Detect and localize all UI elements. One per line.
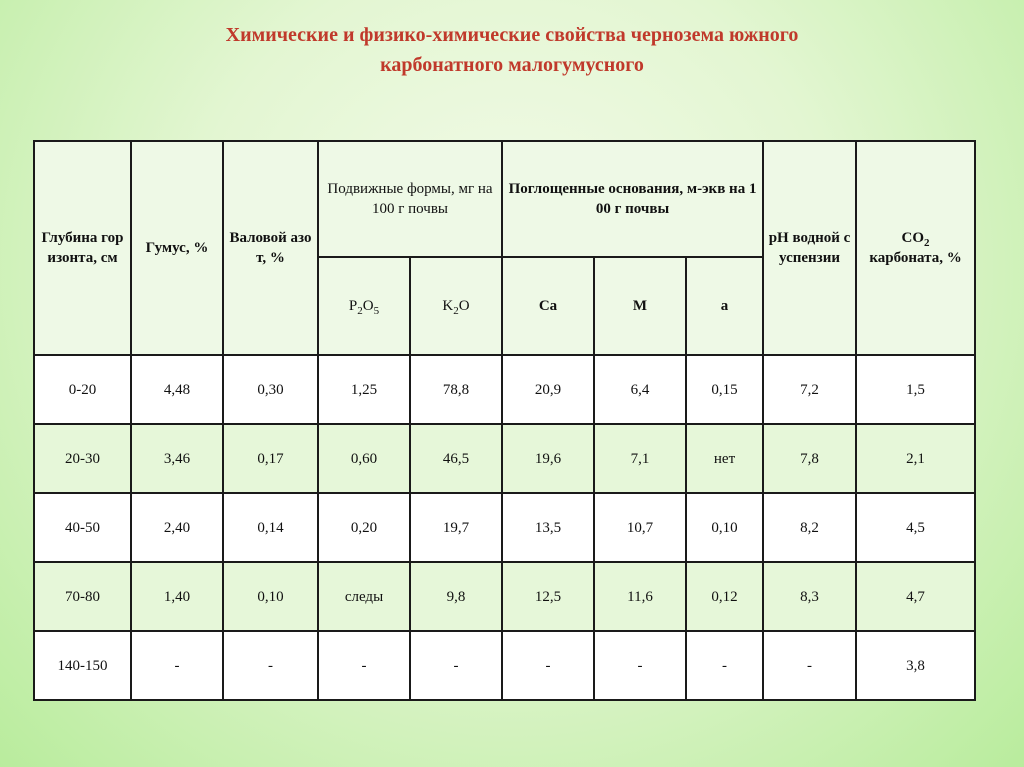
header-humus: Гумус, %	[131, 141, 223, 355]
cell-ca: 12,5	[502, 562, 594, 631]
table-row	[34, 355, 975, 424]
table-row	[34, 493, 975, 562]
header-k2o-k: K	[442, 298, 454, 314]
header-p2o5	[318, 257, 410, 355]
cell-depth: 40-50	[34, 493, 131, 562]
cell-humus: 4,48	[131, 355, 223, 424]
header-a: a	[686, 257, 763, 355]
cell-ph: 7,2	[763, 355, 856, 424]
cell-m: 6,4	[594, 355, 686, 424]
cell-a: 0,12	[686, 562, 763, 631]
cell-co2: 1,5	[856, 355, 975, 424]
cell-nitrogen: 0,17	[223, 424, 318, 493]
cell-k2o: -	[410, 631, 502, 700]
table-row	[34, 631, 975, 700]
cell-co2: 4,7	[856, 562, 975, 631]
cell-m: 7,1	[594, 424, 686, 493]
cell-humus: -	[131, 631, 223, 700]
header-nitrogen: Валовой азот, %	[223, 141, 318, 355]
header-depth: Глубина горизонта, см	[34, 141, 131, 355]
header-m: M	[594, 257, 686, 355]
cell-humus: 3,46	[131, 424, 223, 493]
cell-k2o: 19,7	[410, 493, 502, 562]
cell-p2o5: -	[318, 631, 410, 700]
cell-nitrogen: 0,10	[223, 562, 318, 631]
cell-ca: -	[502, 631, 594, 700]
header-k2o	[410, 257, 502, 355]
cell-humus: 1,40	[131, 562, 223, 631]
soil-properties-table	[33, 140, 976, 701]
cell-co2: 2,1	[856, 424, 975, 493]
header-ca: Ca	[502, 257, 594, 355]
cell-p2o5: следы	[318, 562, 410, 631]
cell-ca: 13,5	[502, 493, 594, 562]
header-ph: pH водной суспензии	[763, 141, 856, 355]
table-row	[34, 424, 975, 493]
cell-k2o: 78,8	[410, 355, 502, 424]
cell-co2: 3,8	[856, 631, 975, 700]
cell-a: 0,15	[686, 355, 763, 424]
cell-nitrogen: 0,14	[223, 493, 318, 562]
cell-a: 0,10	[686, 493, 763, 562]
cell-p2o5: 0,20	[318, 493, 410, 562]
cell-m: 10,7	[594, 493, 686, 562]
cell-ca: 19,6	[502, 424, 594, 493]
cell-co2: 4,5	[856, 493, 975, 562]
header-co2-main: CO	[901, 230, 925, 246]
cell-a: -	[686, 631, 763, 700]
cell-depth: 0-20	[34, 355, 131, 424]
cell-ph: 8,3	[763, 562, 856, 631]
cell-ph: 7,8	[763, 424, 856, 493]
header-mobile-forms: Подвижные формы, мг на 100 г почвы	[318, 141, 502, 257]
cell-depth: 140-150	[34, 631, 131, 700]
cell-k2o: 9,8	[410, 562, 502, 631]
cell-depth: 70-80	[34, 562, 131, 631]
header-co2-rest: карбоната, %	[869, 250, 962, 266]
cell-k2o: 46,5	[410, 424, 502, 493]
header-absorbed-bases: Поглощенные основания, м-экв на 100 г почвы	[502, 141, 763, 257]
page-title-line-2: карбонатного малогумусного	[380, 54, 644, 76]
cell-ph: -	[763, 631, 856, 700]
header-p2o5-sub1: 2	[357, 305, 363, 317]
cell-a: нет	[686, 424, 763, 493]
header-co2	[856, 141, 975, 355]
header-k2o-sub: 2	[453, 305, 459, 317]
header-p2o5-o: O	[362, 298, 374, 314]
cell-humus: 2,40	[131, 493, 223, 562]
header-p2o5-p: P	[348, 298, 358, 314]
header-co2-sub: 2	[924, 237, 930, 249]
cell-p2o5: 1,25	[318, 355, 410, 424]
cell-nitrogen: -	[223, 631, 318, 700]
cell-depth: 20-30	[34, 424, 131, 493]
page-title-line-1: Химические и физико-химические свойства чернозема южного	[225, 24, 799, 46]
cell-nitrogen: 0,30	[223, 355, 318, 424]
cell-p2o5: 0,60	[318, 424, 410, 493]
cell-ph: 8,2	[763, 493, 856, 562]
header-k2o-o: O	[458, 298, 470, 314]
cell-ca: 20,9	[502, 355, 594, 424]
cell-m: -	[594, 631, 686, 700]
cell-m: 11,6	[594, 562, 686, 631]
page-title	[0, 20, 1024, 80]
table-row	[34, 562, 975, 631]
header-p2o5-sub2: 5	[373, 305, 380, 317]
